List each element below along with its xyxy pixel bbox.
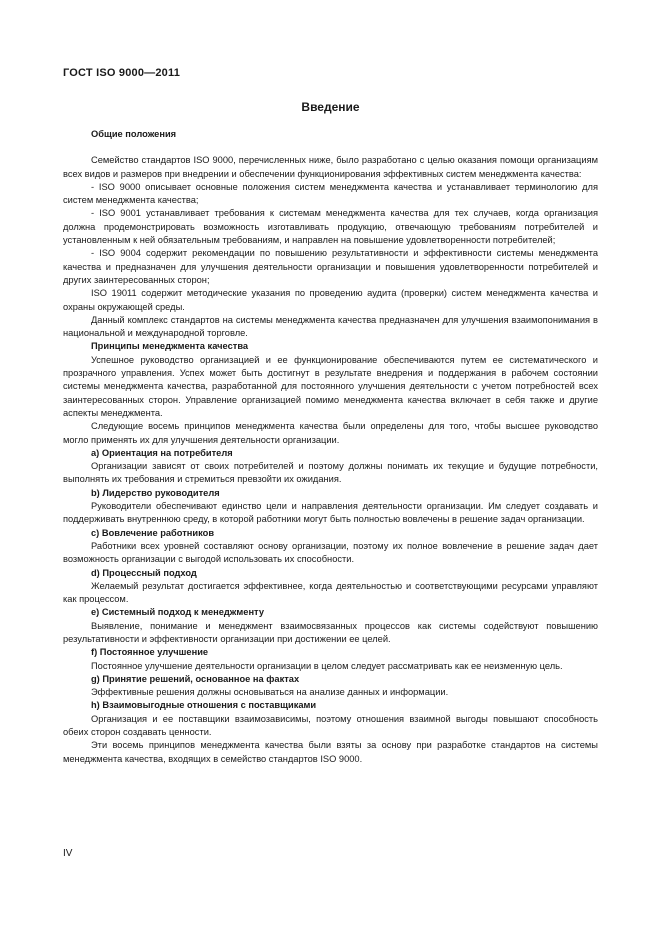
principle-heading: f) Постоянное улучшение bbox=[91, 647, 209, 658]
subsection-heading: Общие положения bbox=[91, 129, 177, 139]
list-item: - ISO 9000 описывает основные положения систем менеджмента качества и устанавливает терминологию для систем менеджмента качества; bbox=[63, 181, 598, 206]
paragraph: Организации зависят от своих потребителей и поэтому должны понимать их текущие и будущие потребности, выполнять их требования и стремиться превзойти их ожидания. bbox=[63, 461, 598, 485]
principle-heading: h) Взаимовыгодные отношения с поставщиками bbox=[91, 700, 317, 711]
paragraph: Постоянное улучшение деятельности организации в целом следует рассматривать как ее неизменную цель. bbox=[91, 660, 563, 671]
principle-heading: g) Принятие решений, основанное на фактах bbox=[91, 673, 300, 684]
body-text bbox=[63, 128, 598, 766]
principle-heading: b) Лидерство руководителя bbox=[91, 487, 220, 498]
paragraph: Данный комплекс стандартов на системы менеджмента качества предназначен для улучшения взаимопонимания в национальной и международной торговле. bbox=[63, 314, 598, 339]
paragraph: Организация и ее поставщики взаимозависимы, поэтому отношения взаимной выгоды повышают способность обеих сторон создавать ценности. bbox=[63, 713, 598, 738]
paragraph: Эти восемь принципов менеджмента качества были взяты за основу при разработке стандартов на системы менеджмента качества, входящих в семейство стандартов ISO 9000. bbox=[63, 740, 598, 764]
list-item: - ISO 9004 содержит рекомендации по повышению результативности и эффективности системы менеджмента качества и предназначен для улучшения деятельности организации и повышения удовлетворенности потребителей и других заинтересованных сторон; bbox=[63, 248, 598, 285]
principle-heading: a) Ориентация на потребителя bbox=[91, 447, 233, 458]
paragraph: Успешное руководство организацией и ее функционирование обеспечиваются путем ее систематического и прозрачного управления. Успех может быть достигнут в результате внедрения и поддержания в рабочем состоянии системы менеджмента качества, разработанной для постоянного улучшения деятельности с учетом потребностей всех заинтересованных сторон. Управление организацией помимо менеджмента качества включает в себя также и другие аспекты менеджмента. bbox=[63, 354, 598, 418]
section-title: Введение bbox=[301, 100, 360, 114]
paragraph: Следующие восемь принципов менеджмента качества были определены для того, чтобы высшее руководство могло применять их для улучшения деятельности организации. bbox=[63, 421, 598, 445]
principle-heading: e) Системный подход к менеджменту bbox=[91, 607, 265, 618]
paragraph: Семейство стандартов ISO 9000, перечисленных ниже, было разработано с целью оказания помощи организациям всех видов и размеров при внедрении и обеспечении функционирования эффективных систем менеджмента качества: bbox=[63, 155, 598, 179]
paragraph: Руководители обеспечивают единство цели и направления деятельности организации. Им следует создавать и поддерживать внутреннюю среду, в которой работники могут быть полностью вовлечены в решение задач организации. bbox=[63, 501, 598, 525]
page-number: IV bbox=[63, 848, 73, 859]
paragraph: ISO 19011 содержит методические указания по проведению аудита (проверки) систем менеджмента качества и охраны окружающей среды. bbox=[63, 288, 598, 312]
subsection-heading: Принципы менеджмента качества bbox=[91, 341, 249, 352]
paragraph: Выявление, понимание и менеджмент взаимосвязанных процессов как системы содействуют повышению результативности и эффективности организации при достижении ее целей. bbox=[63, 620, 598, 644]
paragraph: Желаемый результат достигается эффективнее, когда деятельностью и соответствующими ресурсами управляют как процессом. bbox=[63, 580, 598, 605]
paragraph: Эффективные решения должны основываться на анализе данных и информации. bbox=[91, 687, 449, 698]
document-header: ГОСТ ISO 9000—2011 bbox=[63, 67, 181, 79]
principle-heading: d) Процессный подход bbox=[91, 567, 197, 578]
principle-heading: c) Вовлечение работников bbox=[91, 527, 215, 538]
list-item: - ISO 9001 устанавливает требования к системам менеджмента качества для тех случаев, когда организация должна продемонстрировать возможность изготавливать продукцию, отвечающую требованиям потребителей и установленным к ней обязательным требованиям, и направлен на повышение удовлетворенности потребителей; bbox=[63, 208, 598, 246]
paragraph: Работники всех уровней составляют основу организации, поэтому их полное вовлечение в решение задач дает возможность организации с выгодой использовать их способности. bbox=[63, 540, 598, 565]
